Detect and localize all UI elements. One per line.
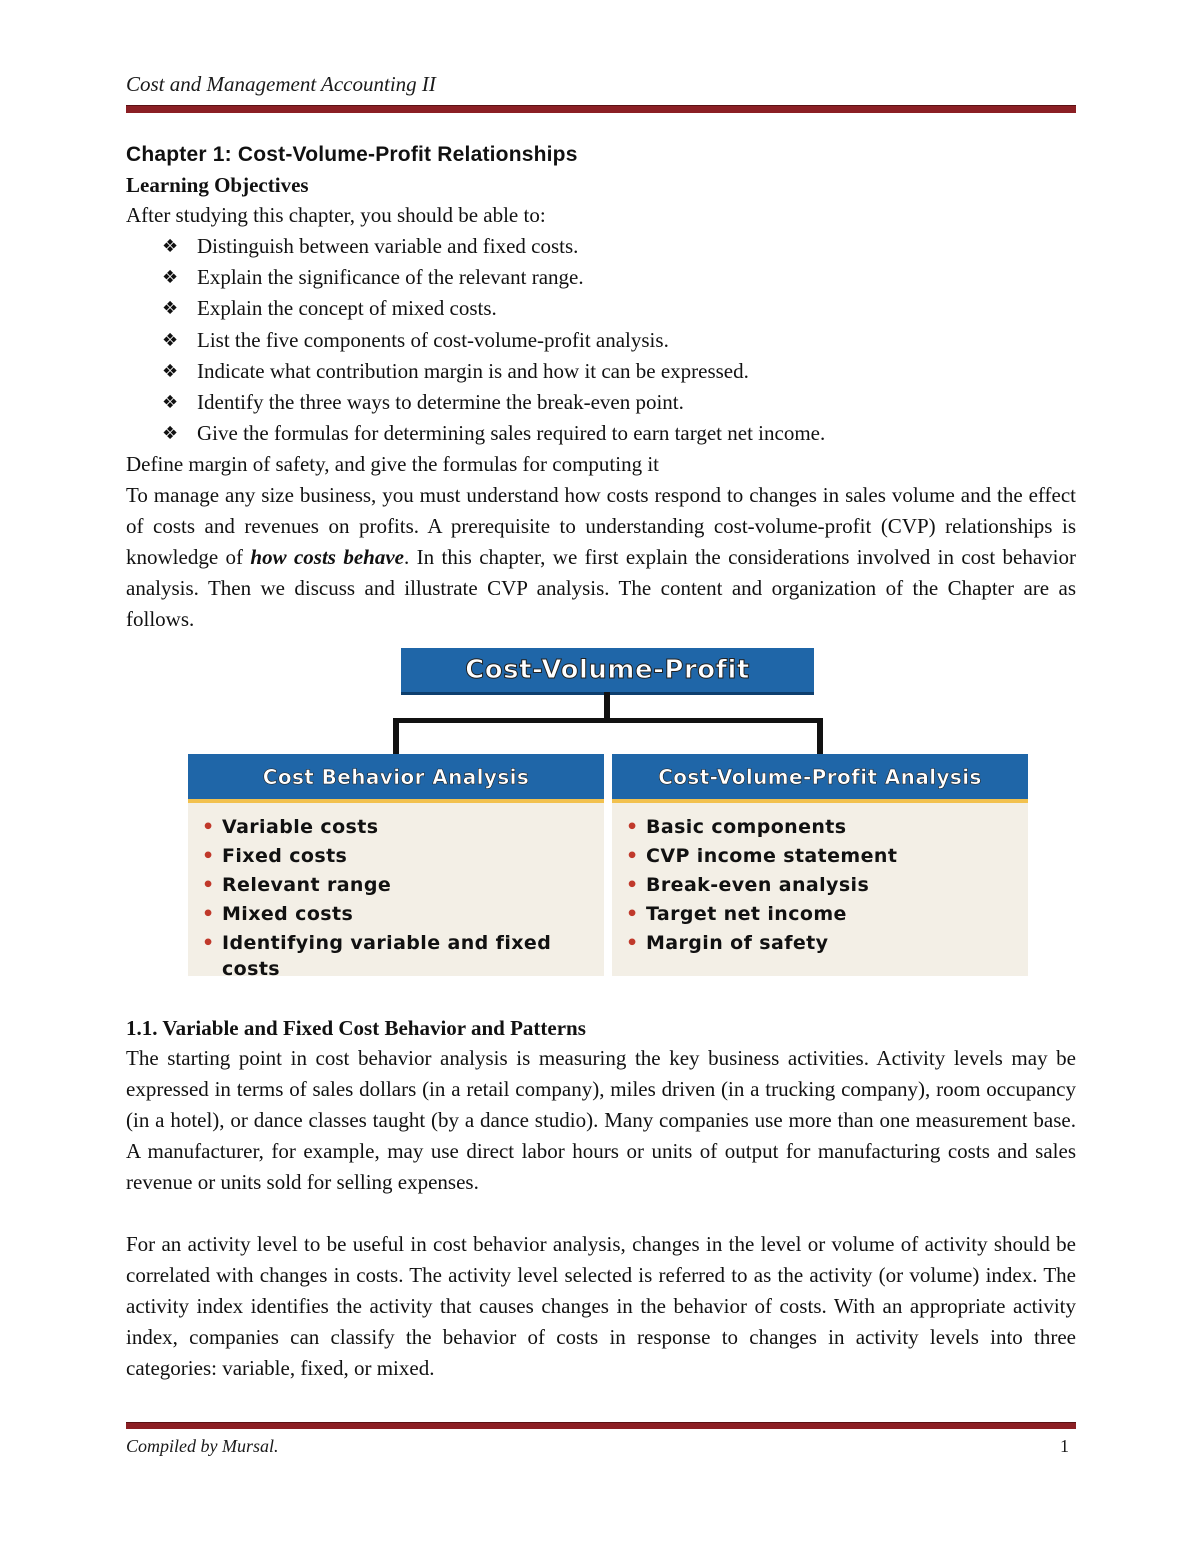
bullet-dot-icon: • [626,903,639,925]
section-paragraph-1: The starting point in cost behavior analysis is measuring the key business activities. Activity levels may be expressed in terms of sales dollars (in a retail company), miles driven (in a trucking company), room occupancy (in a hotel), or dance classes taught (by a dance studio). Many companies use more than one measurement base. A manufacturer, for example, may use direct labor hours or units of output for manufacturing costs and sales revenue or units sold for selling expenses. [126,1046,1076,1194]
connector-vertical [604,692,610,720]
emphasis-text: how costs behave [250,545,404,570]
connector-right-drop [817,718,823,754]
connector-horizontal [393,718,823,723]
diagram-top-box: Cost-Volume-Profit [401,648,814,695]
page-number: 1 [1060,1436,1069,1456]
bullet-dot-icon: • [626,845,639,867]
bullet-dot-icon: • [202,932,215,954]
bullet-dot-icon: • [626,816,639,838]
list-item: • CVP income statement [626,842,1028,871]
list-item: • Break-even analysis [626,871,1028,900]
bullet-dot-icon: • [626,932,639,954]
diamond-bullet-icon: ❖ [162,360,179,382]
footer-compiled-by: Compiled by Mursal. [126,1436,279,1456]
diamond-bullet-icon: ❖ [162,423,179,445]
objective-item: ❖ Explain the concept of mixed costs. [162,293,1076,324]
cost-behavior-column [188,754,604,980]
diamond-bullet-icon: ❖ [162,329,179,351]
objectives-heading: Learning Objectives [126,173,309,197]
bullet-dot-icon: • [202,816,215,838]
list-item: • Margin of safety [626,929,1028,958]
chapter-title: Chapter 1: Cost-Volume-Profit Relationships [126,143,578,166]
list-item: • Basic components [626,813,1028,842]
main-content [126,140,1076,635]
cvp-analysis-list [612,803,1028,958]
intro-paragraph: To manage any size business, you must understand how costs respond to changes in sales volume and the effect of costs and revenues on profits. A prerequisite to understanding cost-volume-profit (CVP) relationships is knowledge of how costs behave. In this chapter, we first explain the considerations involved in cost behavior analysis. Then we discuss and illustrate CVP analysis. The content and organization of the Chapter are as follows. [126,483,1076,632]
bullet-dot-icon: • [626,874,639,896]
diamond-bullet-icon: ❖ [162,392,179,414]
diamond-bullet-icon: ❖ [162,298,179,320]
objective-item: ❖ Give the formulas for determining sales required to earn target net income. [162,418,1076,449]
connector-left-drop [393,718,399,754]
objectives-list [126,231,1076,449]
footer-rule [126,1422,1076,1429]
section-paragraph-2: For an activity level to be useful in cost behavior analysis, changes in the level or volume of activity should be correlated with changes in costs. The activity level selected is referred to as the activity (or volume) index. The activity index identifies the activity that causes changes in the behavior of costs. With an appropriate activity index, companies can classify the behavior of costs in response to changes in activity levels into three categories: variable, fixed, or mixed. [126,1232,1076,1380]
define-line: Define margin of safety, and give the formulas for computing it [126,452,660,477]
page-header-title: Cost and Management Accounting II [126,72,436,96]
bullet-dot-icon: • [202,845,215,867]
diamond-bullet-icon: ❖ [162,236,179,257]
cvp-analysis-column [612,754,1028,976]
cost-behavior-list [188,803,604,980]
bullet-dot-icon: • [202,903,215,925]
objective-item: ❖ Explain the significance of the relevant range. [162,262,1076,293]
cvp-diagram [188,648,1028,978]
objective-item: ❖ Distinguish between variable and fixed costs. [162,231,1076,262]
diamond-bullet-icon: ❖ [162,267,179,289]
list-item: • Variable costs [202,813,604,842]
cost-behavior-header: Cost Behavior Analysis [188,754,604,803]
objective-item: ❖ Indicate what contribution margin is and how it can be expressed. [162,356,1076,387]
list-item: • Mixed costs [202,900,604,929]
list-item: • Fixed costs [202,842,604,871]
list-item: • Relevant range [202,871,604,900]
section-1-1 [126,1013,1076,1384]
objectives-intro: After studying this chapter, you should be able to: [126,203,546,227]
objective-item: ❖ Identify the three ways to determine the break-even point. [162,387,1076,418]
header-rule [126,105,1076,113]
objective-item: ❖ List the five components of cost-volume-profit analysis. [162,325,1076,356]
cvp-analysis-header: Cost-Volume-Profit Analysis [612,754,1028,803]
list-item: • Target net income [626,900,1028,929]
list-item: • Identifying variable and fixed costs [202,929,604,980]
section-heading: 1.1. Variable and Fixed Cost Behavior and Patterns [126,1016,586,1040]
bullet-dot-icon: • [202,874,215,896]
